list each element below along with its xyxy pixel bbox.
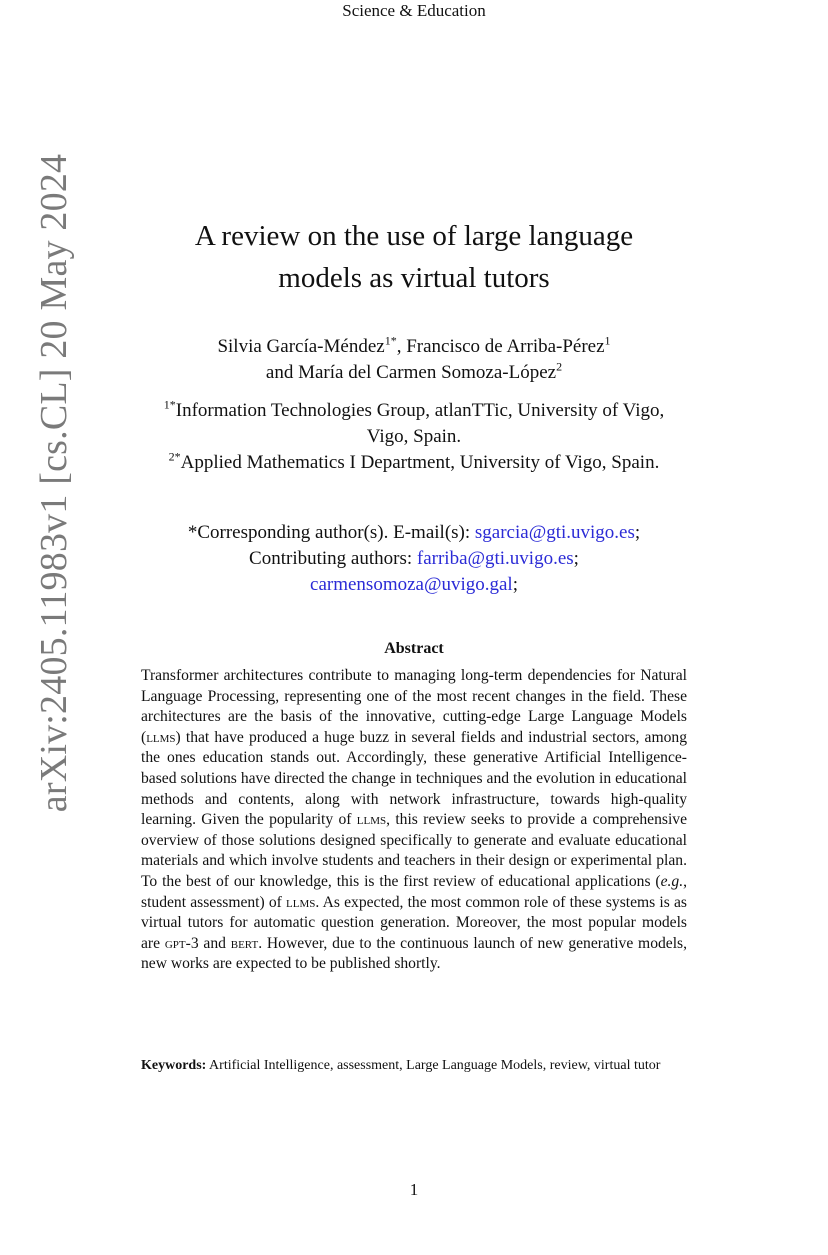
author-and: and — [265, 362, 294, 383]
running-header: Science & Education — [342, 1, 486, 20]
author-3-name: María del Carmen Somoza-López — [298, 362, 557, 383]
abstract-text-6: . However, due to the continuous launch of new generative models, new works are expected to be published shortly. — [141, 934, 688, 973]
affiliation-2-text: Applied Mathematics I Department, University of Vigo, Spain. — [180, 452, 660, 473]
abstract-body — [141, 666, 687, 975]
contact-block — [0, 520, 828, 598]
contributing-sep-1: ; — [573, 548, 579, 569]
keywords-text: Artificial Intelligence, assessment, Large Language Models, review, virtual tutor — [206, 1058, 661, 1073]
keywords-label: Keywords: — [141, 1058, 207, 1073]
affiliation-1-line-1 — [0, 398, 828, 424]
abstract-text-2: ) that have produced a huge buzz in several fields and industrial sectors, among the ones education stands out. Accordingly, these generative Artificial Intelligence-based solutions have directed the change in techniques and the evolution in educational methods and contents, along with network infrastructure, towards high-quality learning. Given the popularity of — [141, 728, 687, 829]
title-line-1: A review on the use of large language — [194, 220, 634, 252]
keywords-block — [141, 1057, 687, 1075]
affiliation-1-text: Information Technologies Group, atlanTTic, University of Vigo, — [175, 400, 665, 421]
abstract-text-5: . As expected, the most common role of these systems is as virtual tutors for automatic question generation. Moreover, the most popular models are — [141, 893, 687, 952]
abstract-text-3: , this review seeks to provide a comprehensive overview of those solutions designed specifically to generate and evaluate educational materials and which involve students and teachers in their design or experimental plan. To the best of our knowledge, this is the first review of educational applications ( — [141, 811, 687, 890]
author-3-sup: 2 — [556, 359, 563, 374]
abstract-llms-2: llms — [356, 811, 387, 829]
contributing-email-1-link[interactable]: farriba@gti.uvigo.es — [416, 548, 574, 569]
contributing-authors-line — [0, 546, 828, 572]
abstract-llms-3: llms — [286, 893, 316, 911]
title-line-2: models as virtual tutors — [278, 262, 550, 294]
affiliation-2-line — [0, 450, 828, 476]
authors-line-2 — [0, 360, 828, 386]
abstract-gpt: gpt — [164, 934, 186, 952]
author-list — [0, 334, 828, 386]
abstract-llms-1: llms — [146, 728, 176, 746]
contributing-email-2-line — [0, 572, 828, 598]
author-2-name: Francisco de Arriba-Pérez — [406, 336, 605, 357]
contributing-email-2-link[interactable]: carmensomoza@uvigo.gal — [310, 574, 513, 595]
abstract-eg: e.g. — [660, 872, 684, 890]
contributing-label: Contributing authors: — [249, 548, 413, 569]
contributing-sep-2: ; — [512, 574, 518, 595]
affiliations — [0, 398, 828, 476]
authors-line-1: Silvia García-Méndez$^{1*}$, Francisco de Arriba-Pérez$^1$ — [217, 333, 611, 357]
affiliation-1-line-2: Vigo, Spain. — [366, 426, 462, 447]
abstract-gpt-suffix: -3 — [185, 934, 199, 952]
abstract-text-4: , student assessment) of — [141, 872, 687, 911]
author-2-sup: 1 — [604, 333, 611, 348]
abstract-heading: Abstract — [384, 640, 444, 657]
affiliation-1-sup: 1* — [163, 397, 176, 412]
abstract-and: and — [198, 934, 231, 952]
corresponding-sep: ; — [634, 522, 641, 543]
corresponding-label: *Corresponding author(s). E-mail(s): — [187, 522, 471, 543]
corresponding-email-link[interactable]: sgarcia@gti.uvigo.es — [474, 522, 635, 543]
page-number: 1 — [409, 1180, 419, 1199]
arxiv-stamp: arXiv:2405.11983v1 [cs.CL] 20 May 2024 — [33, 153, 75, 813]
abstract-bert: bert — [230, 934, 259, 952]
affiliation-2-sup: 2* — [168, 449, 181, 464]
author-1-name: Silvia García-Méndez — [217, 336, 385, 357]
abstract-text-1: Transformer architectures contribute to managing long-term dependencies for Natural Language Processing, representing one of the most recent changes in the field. These architectures are the basis of the innovative, cutting-edge Large Language Models ( — [141, 667, 687, 746]
corresponding-author-line — [0, 520, 828, 546]
paper-title — [0, 215, 828, 299]
author-1-sup: 1* — [384, 333, 397, 348]
